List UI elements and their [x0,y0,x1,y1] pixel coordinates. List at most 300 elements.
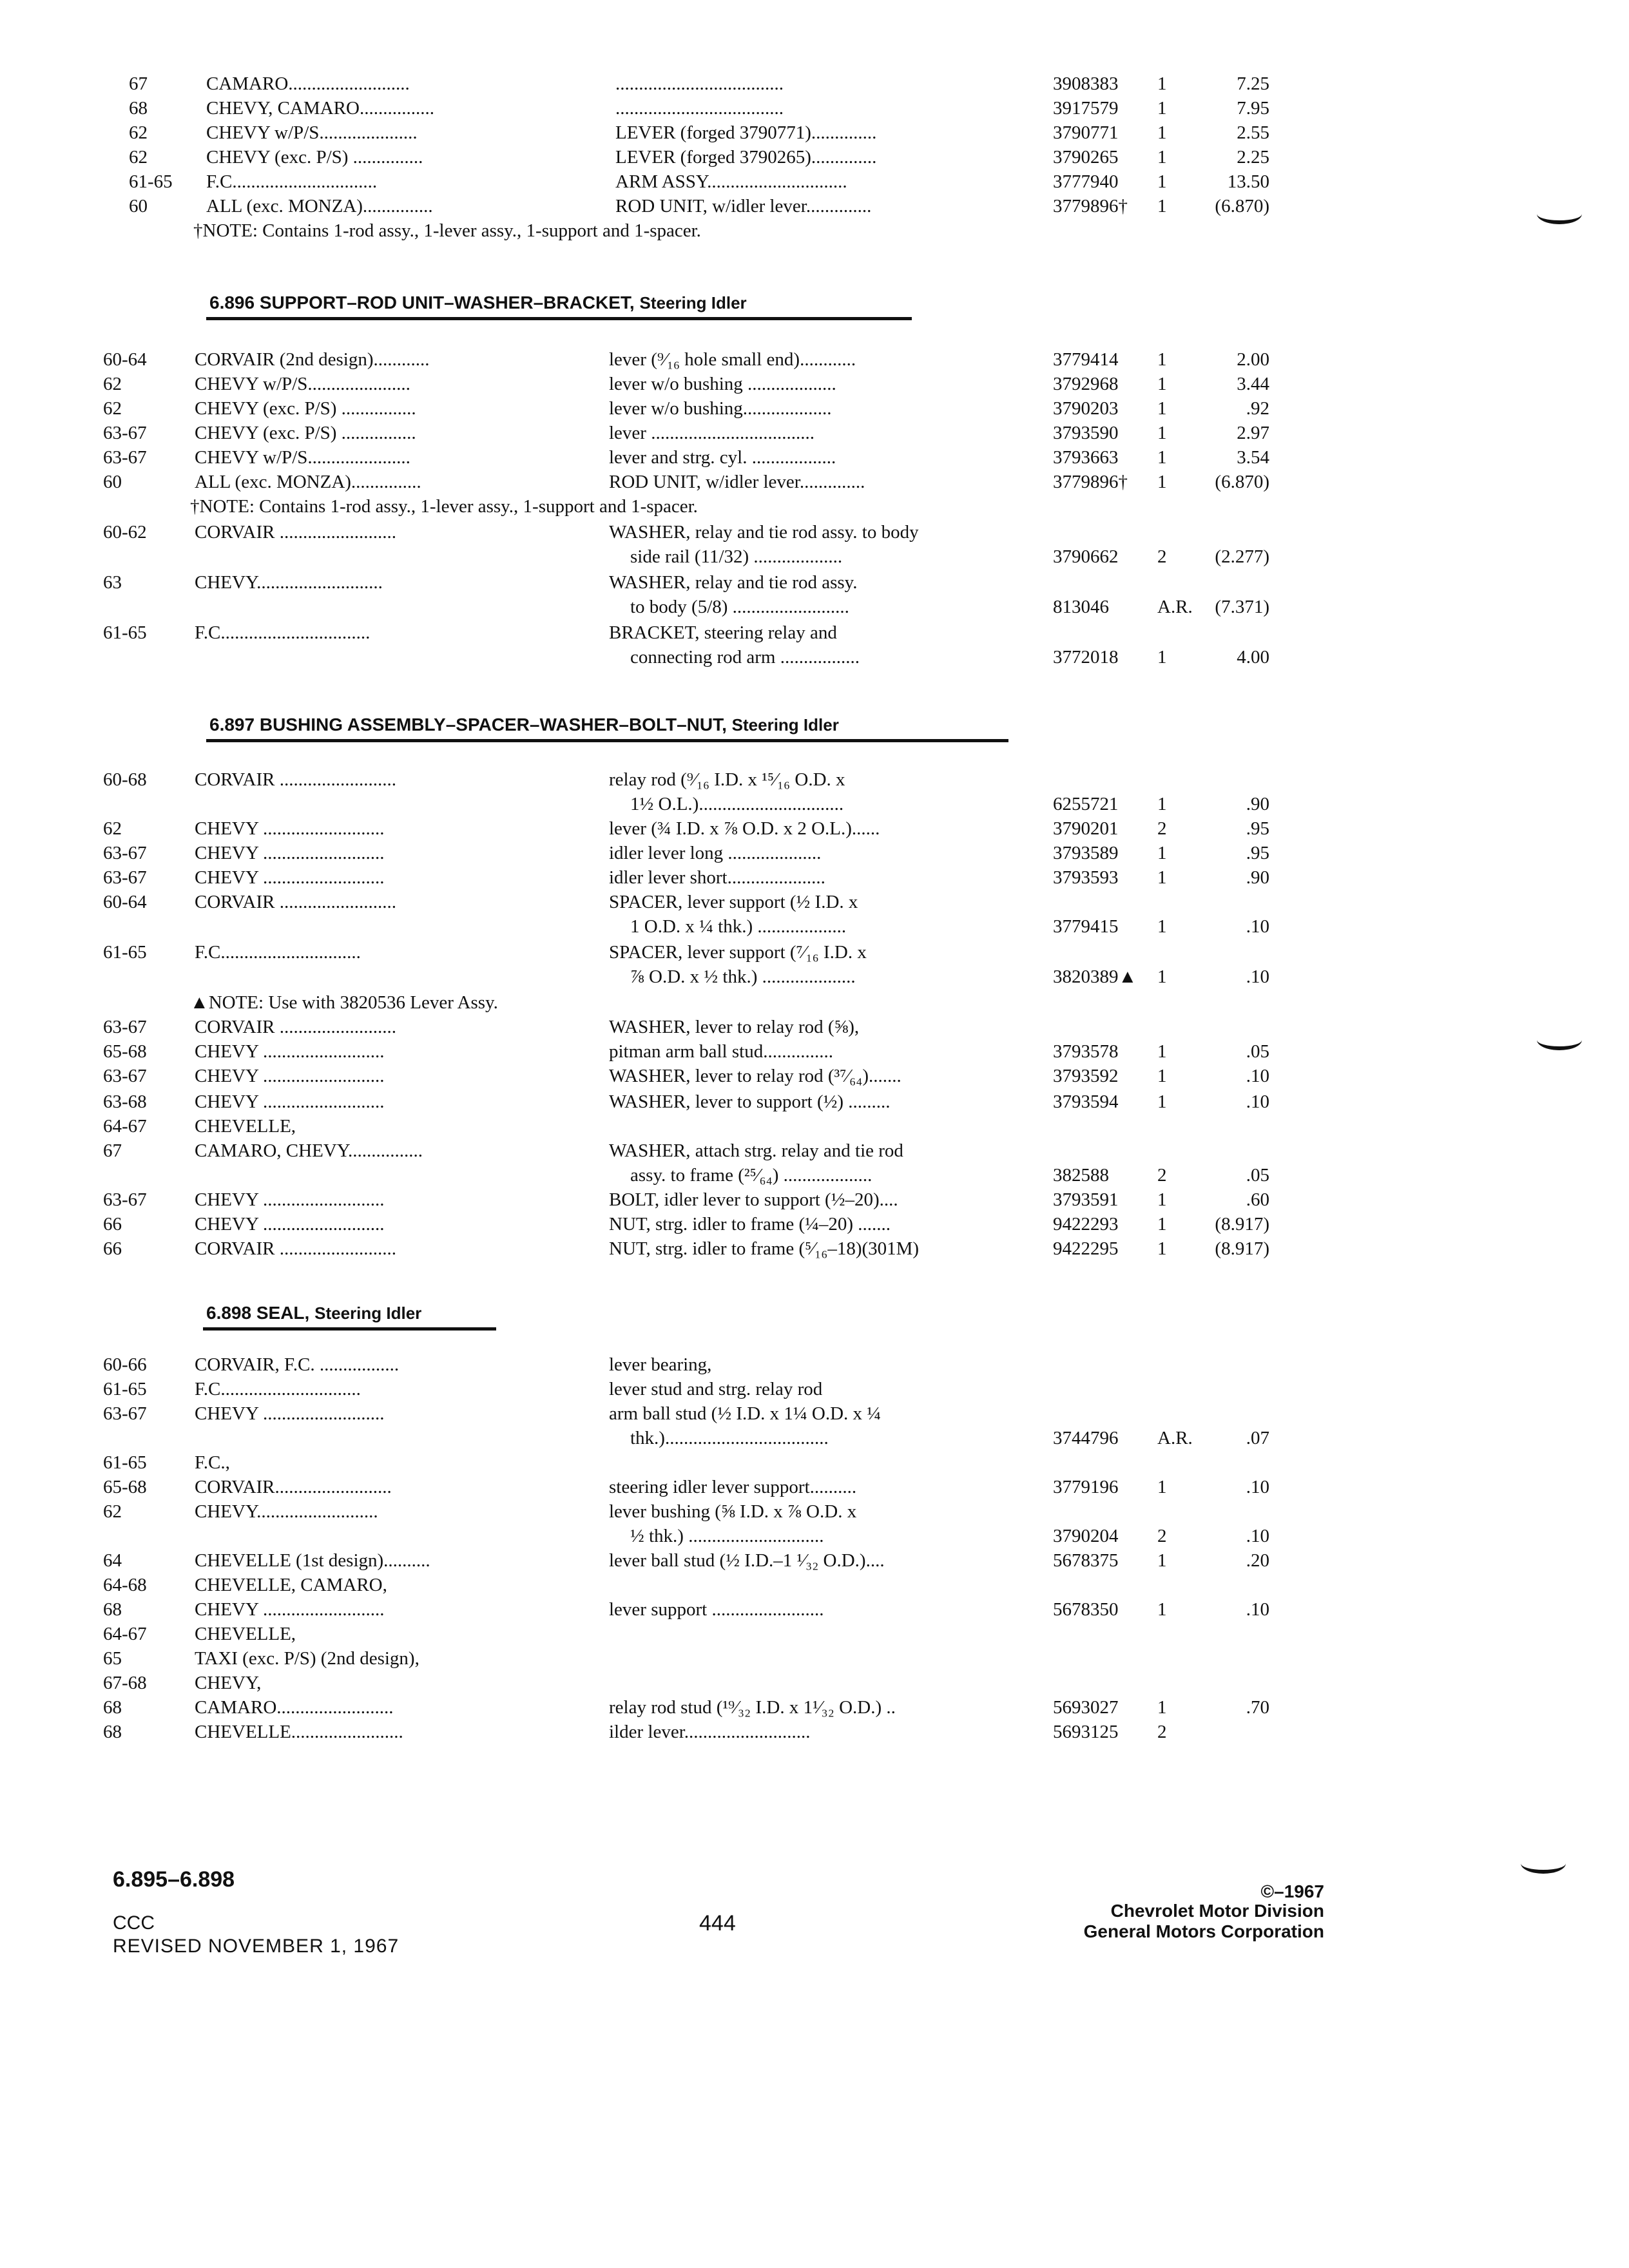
part-description: steering idler lever support.......... [609,1477,857,1497]
vehicle-model: CHEVY........................... [195,572,383,593]
quantity: A.R. [1157,597,1193,617]
part-description: to body (5/8) ......................... [630,597,849,617]
vehicle-model: CORVAIR......................... [195,1477,392,1497]
part-description: relay rod (⁹⁄₁₆ I.D. x ¹⁵⁄₁₆ O.D. x [609,769,845,790]
quantity: 1 [1157,98,1167,119]
part-description: WASHER, relay and tie rod assy. to body [609,522,919,543]
table-row [0,644,1629,670]
part-description: lever ................................... [609,423,815,443]
price: 13.50 [1227,171,1269,192]
price: .10 [1246,916,1269,937]
model-year: 64-67 [103,1116,147,1137]
part-description: arm ball stud (½ I.D. x 1¼ O.D. x ¼ [609,1403,882,1424]
footer-copyright: ©–1967 [1260,1881,1324,1901]
price: (2.277) [1215,546,1269,567]
price: .60 [1246,1189,1269,1210]
part-description: BOLT, idler lever to support (½–20).... [609,1189,898,1210]
table-row [0,1063,1629,1089]
price: 7.95 [1237,98,1269,119]
vehicle-model: CHEVY .......................... [195,1599,385,1620]
price: 2.25 [1237,147,1269,168]
quantity: 1 [1157,1697,1167,1718]
table-row [0,1572,1629,1598]
price: 3.54 [1237,447,1269,468]
price: (7.371) [1215,597,1269,617]
part-description: .................................... [615,98,784,119]
part-number: 3793589 [1053,843,1119,863]
quantity: 2 [1157,1165,1167,1186]
part-number: 3777940 [1053,171,1119,192]
part-number: 3917579 [1053,98,1119,119]
part-description: ROD UNIT, w/idler lever.............. [609,472,865,492]
table-row [0,1425,1629,1451]
price: .90 [1246,867,1269,888]
table-row [0,1352,1629,1378]
price: .05 [1246,1165,1269,1186]
part-number: 9422293 [1053,1214,1119,1235]
footer-range: 6.895–6.898 [113,1867,235,1892]
table-row [0,1621,1629,1647]
vehicle-model: CORVAIR ......................... [195,1017,396,1037]
model-year: 68 [129,98,148,119]
model-year: 66 [103,1238,122,1259]
vehicle-model: CORVAIR ......................... [195,522,396,543]
part-number: 3779896† [1053,196,1128,216]
section-subtitle: Steering Idler [314,1303,422,1323]
price: .90 [1246,794,1269,814]
quantity: 1 [1157,73,1167,94]
quantity: 1 [1157,647,1167,668]
price: (6.870) [1215,196,1269,216]
part-number: 3790204 [1053,1526,1119,1546]
table-row [0,1719,1629,1745]
model-year: 61-65 [103,622,147,643]
part-description: lever bearing, [609,1354,712,1375]
part-description: lever (⁹⁄₁₆ hole small end)............ [609,349,856,370]
part-description: ½ thk.) ............................. [630,1526,824,1546]
table-row [0,1670,1629,1696]
table-row [0,1039,1629,1064]
table-row [0,1499,1629,1524]
table-row [0,544,1629,570]
model-year: 60-64 [103,892,147,912]
section-title: BUSHING ASSEMBLY–SPACER–WASHER–BOLT–NUT, [259,715,727,735]
vehicle-model: ALL (exc. MONZA)............... [195,472,421,492]
part-description: SPACER, lever support (⁷⁄₁₆ I.D. x [609,942,867,963]
vehicle-model: CORVAIR ......................... [195,892,396,912]
table-row [0,95,1629,121]
table-row [0,519,1629,545]
part-number: 3779415 [1053,916,1119,937]
vehicle-model: CHEVY .......................... [195,1091,385,1112]
model-year: 60-62 [103,522,147,543]
table-row [0,347,1629,372]
part-description: lever w/o bushing ................... [609,374,836,394]
vehicle-model: CHEVELLE (1st design).......... [195,1550,430,1571]
part-description: lever stud and strg. relay rod [609,1379,823,1399]
price: (6.870) [1215,472,1269,492]
vehicle-model: CHEVY, CAMARO................ [206,98,434,119]
part-number: 3793663 [1053,447,1119,468]
part-description: relay rod stud (¹⁹⁄₃₂ I.D. x 1¹⁄₃₂ O.D.) .. [609,1697,896,1718]
table-row [0,1597,1629,1622]
quantity: 1 [1157,867,1167,888]
vehicle-model: F.C., [195,1452,230,1473]
section-heading-underline [203,1327,496,1331]
vehicle-model: F.C............................... [206,171,378,192]
footer-corporation: General Motors Corporation [1083,1921,1324,1941]
table-row [0,1211,1629,1237]
vehicle-model: CHEVY w/P/S...................... [195,374,410,394]
section-title: SEAL, [256,1303,310,1323]
table-row [0,1089,1629,1115]
part-description: NUT, strg. idler to frame (¼–20) ....... [609,1214,891,1235]
vehicle-model: F.C.............................. [195,1379,361,1399]
model-year: 61-65 [103,1379,147,1399]
part-description: WASHER, lever to relay rod (³⁷⁄₆₄)....... [609,1066,901,1086]
model-year: 64-68 [103,1575,147,1595]
quantity: 1 [1157,196,1167,216]
vehicle-model: CHEVY w/P/S...................... [195,447,410,468]
price: 2.00 [1237,349,1269,370]
quantity: 1 [1157,122,1167,143]
part-number: 3779196 [1053,1477,1119,1497]
part-description: lever w/o bushing................... [609,398,832,419]
part-number: 3790771 [1053,122,1119,143]
section-heading [209,712,839,738]
section-note: †NOTE: Contains 1-rod assy., 1-lever assy., 1-support and 1-spacer. [190,496,698,517]
table-row [0,939,1629,965]
vehicle-model: CAMARO, CHEVY................ [195,1140,423,1161]
table-row [0,816,1629,841]
section-number: 6.898 [206,1303,252,1323]
quantity: A.R. [1157,1428,1193,1448]
table-row [0,791,1629,817]
quantity: 1 [1157,374,1167,394]
part-description: connecting rod arm ................. [630,647,860,668]
table-row [0,767,1629,793]
price: 2.55 [1237,122,1269,143]
quantity: 2 [1157,1722,1167,1742]
part-description: ROD UNIT, w/idler lever.............. [615,196,872,216]
section-heading [209,290,747,316]
binder-hole-mark [1537,204,1582,224]
quantity: 2 [1157,818,1167,839]
part-number: 3772018 [1053,647,1119,668]
vehicle-model: CHEVY .......................... [195,1189,385,1210]
model-year: 62 [103,818,122,839]
binder-hole-mark [1537,1030,1582,1050]
model-year: 63 [103,572,122,593]
table-row [0,914,1629,939]
quantity: 1 [1157,349,1167,370]
vehicle-model: CORVAIR ......................... [195,1238,396,1259]
price: 2.97 [1237,423,1269,443]
part-description: LEVER (forged 3790265).............. [615,147,877,168]
vehicle-model: CHEVY (exc. P/S) ................ [195,423,416,443]
model-year: 66 [103,1214,122,1235]
vehicle-model: CHEVY .......................... [195,867,385,888]
part-description: ⅞ O.D. x ½ thk.) .................... [630,966,856,987]
model-year: 64-67 [103,1624,147,1644]
vehicle-model: CHEVY (exc. P/S) ................ [195,398,416,419]
model-year: 67-68 [103,1673,147,1693]
part-description: WASHER, lever to support (½) ......... [609,1091,891,1112]
quantity: 1 [1157,423,1167,443]
model-year: 68 [103,1599,122,1620]
part-number: 3790265 [1053,147,1119,168]
model-year: 62 [103,398,122,419]
quantity: 1 [1157,171,1167,192]
table-row [0,1523,1629,1549]
part-description: ARM ASSY.............................. [615,171,847,192]
part-description: side rail (11/32) ................... [630,546,843,567]
quantity: 1 [1157,1189,1167,1210]
part-number: 3744796 [1053,1428,1119,1448]
binder-hole-mark [1521,1853,1566,1874]
vehicle-model: CHEVELLE, [195,1116,296,1137]
part-number: 3793591 [1053,1189,1119,1210]
part-number: 3779414 [1053,349,1119,370]
model-year: 67 [103,1140,122,1161]
model-year: 64 [103,1550,122,1571]
vehicle-model: CHEVY w/P/S..................... [206,122,418,143]
section-note: ▲NOTE: Use with 3820536 Lever Assy. [190,992,498,1013]
quantity: 1 [1157,147,1167,168]
part-number: 3793594 [1053,1091,1119,1112]
table-row [0,420,1629,446]
quantity: 1 [1157,1091,1167,1112]
table-row [0,889,1629,915]
section-subtitle: Steering Idler [731,715,839,735]
table-row [0,1113,1629,1139]
vehicle-model: CHEVY .......................... [195,1066,385,1086]
part-number: 3793592 [1053,1066,1119,1086]
vehicle-model: CAMARO......................... [195,1697,394,1718]
quantity: 1 [1157,966,1167,987]
model-year: 63-67 [103,1066,147,1086]
model-year: 62 [103,1501,122,1522]
table-row [0,594,1629,620]
model-year: 68 [103,1722,122,1742]
part-description: NUT, strg. idler to frame (⁵⁄₁₆–18)(301M) [609,1238,920,1259]
quantity: 1 [1157,1599,1167,1620]
table-row [0,570,1629,595]
quantity: 1 [1157,447,1167,468]
model-year: 65 [103,1648,122,1669]
quantity: 1 [1157,794,1167,814]
vehicle-model: CHEVY, [195,1673,262,1693]
price: .10 [1246,1526,1269,1546]
part-number: 3792968 [1053,374,1119,394]
table-row [0,193,1629,219]
quantity: 1 [1157,1214,1167,1235]
model-year: 68 [103,1697,122,1718]
footer-division: Chevrolet Motor Division [1110,1901,1324,1921]
part-description: lever (¾ I.D. x ⅞ O.D. x 2 O.L.)...... [609,818,880,839]
table-row [0,1474,1629,1500]
table-row [0,1376,1629,1402]
price: .10 [1246,1599,1269,1620]
vehicle-model: CHEVY .......................... [195,1403,385,1424]
table-row [0,865,1629,890]
vehicle-model: CAMARO.......................... [206,73,410,94]
quantity: 1 [1157,916,1167,937]
part-number: 5693027 [1053,1697,1119,1718]
table-row [0,840,1629,866]
price: 7.25 [1237,73,1269,94]
model-year: 65-68 [103,1041,147,1062]
vehicle-model: CHEVY .......................... [195,818,385,839]
part-number: 3790662 [1053,546,1119,567]
part-number: 6255721 [1053,794,1119,814]
price: .05 [1246,1041,1269,1062]
model-year: 60 [103,472,122,492]
part-description: WASHER, relay and tie rod assy. [609,572,858,593]
table-row [0,1187,1629,1213]
price: .20 [1246,1550,1269,1571]
quantity: 2 [1157,546,1167,567]
table-row [0,144,1629,170]
table-row [0,1138,1629,1164]
part-description: WASHER, attach strg. relay and tie rod [609,1140,903,1161]
part-number: 5678375 [1053,1550,1119,1571]
model-year: 61-65 [103,1452,147,1473]
part-number: 813046 [1053,597,1109,617]
table-row [0,371,1629,397]
part-description: 1 O.D. x ¼ thk.) ................... [630,916,847,937]
part-description: SPACER, lever support (½ I.D. x [609,892,858,912]
vehicle-model: F.C................................ [195,622,371,643]
table-row [0,1646,1629,1671]
price: .95 [1246,843,1269,863]
table-row [0,1162,1629,1188]
part-description: thk.)................................... [630,1428,829,1448]
price: .10 [1246,966,1269,987]
quantity: 2 [1157,1526,1167,1546]
section-heading [206,1300,421,1326]
part-description: lever support ........................ [609,1599,824,1620]
part-description: idler lever short..................... [609,867,825,888]
model-year: 63-67 [103,843,147,863]
price: .10 [1246,1477,1269,1497]
model-year: 63-67 [103,447,147,468]
model-year: 63-68 [103,1091,147,1112]
table-row [0,120,1629,146]
model-year: 61-65 [103,942,147,963]
part-description: pitman arm ball stud............... [609,1041,833,1062]
page-number: 444 [699,1911,736,1936]
quantity: 1 [1157,1477,1167,1497]
model-year: 60-66 [103,1354,147,1375]
part-description: .................................... [615,73,784,94]
price: (8.917) [1215,1214,1269,1235]
vehicle-model: CORVAIR ......................... [195,769,396,790]
part-description: idler lever long .................... [609,843,822,863]
vehicle-model: CHEVELLE........................ [195,1722,403,1742]
model-year: 61-65 [129,171,173,192]
vehicle-model: CHEVELLE, [195,1624,296,1644]
vehicle-model: CHEVY (exc. P/S) ............... [206,147,423,168]
part-number: 3820389▲ [1053,966,1137,987]
price: .10 [1246,1091,1269,1112]
part-number: 3790203 [1053,398,1119,419]
vehicle-model: TAXI (exc. P/S) (2nd design), [195,1648,419,1669]
price: .95 [1246,818,1269,839]
section-number: 6.896 [209,293,255,312]
quantity: 1 [1157,1550,1167,1571]
model-year: 63-67 [103,1403,147,1424]
part-number: 3790201 [1053,818,1119,839]
table-row [0,1236,1629,1262]
table-row [0,396,1629,421]
part-number: 3908383 [1053,73,1119,94]
footer-code: CCC [113,1912,155,1934]
part-number: 9422295 [1053,1238,1119,1259]
section-heading-underline [206,739,1008,742]
model-year: 65-68 [103,1477,147,1497]
price: (8.917) [1215,1238,1269,1259]
table-row [0,1450,1629,1475]
price: .10 [1246,1066,1269,1086]
part-number: 5678350 [1053,1599,1119,1620]
quantity: 1 [1157,843,1167,863]
vehicle-model: ALL (exc. MONZA)............... [206,196,433,216]
quantity: 1 [1157,398,1167,419]
table-row [0,1014,1629,1040]
part-number: 5693125 [1053,1722,1119,1742]
price: 4.00 [1237,647,1269,668]
table-row [0,1695,1629,1720]
vehicle-model: CHEVY .......................... [195,843,385,863]
quantity: 1 [1157,1041,1167,1062]
vehicle-model: CHEVELLE, CAMARO, [195,1575,387,1595]
part-description: assy. to frame (²⁵⁄₆₄) ................... [630,1165,872,1186]
section-note: †NOTE: Contains 1-rod assy., 1-lever assy., 1-support and 1-spacer. [193,220,701,241]
model-year: 63-67 [103,1017,147,1037]
table-row [0,71,1629,97]
vehicle-model: CORVAIR (2nd design)............ [195,349,430,370]
model-year: 62 [129,122,148,143]
part-number: 382588 [1053,1165,1109,1186]
price: .07 [1246,1428,1269,1448]
section-subtitle: Steering Idler [639,293,747,312]
part-description: lever and strg. cyl. .................. [609,447,836,468]
vehicle-model: F.C.............................. [195,942,361,963]
section-number: 6.897 [209,715,255,735]
vehicle-model: CHEVY .......................... [195,1214,385,1235]
vehicle-model: CORVAIR, F.C. ................. [195,1354,400,1375]
table-row [0,445,1629,470]
table-row [0,1401,1629,1427]
part-number: 3793590 [1053,423,1119,443]
footer-revised: REVISED NOVEMBER 1, 1967 [113,1936,400,1957]
table-row [0,620,1629,646]
section-heading-underline [206,317,912,320]
part-description: 1½ O.L.)............................... [630,794,844,814]
model-year: 63-67 [103,867,147,888]
table-row [0,964,1629,990]
part-description: ilder lever........................... [609,1722,811,1742]
model-year: 60 [129,196,148,216]
quantity: 1 [1157,472,1167,492]
price: .92 [1246,398,1269,419]
part-description: lever ball stud (½ I.D.–1 ¹⁄₃₂ O.D.).... [609,1550,885,1571]
vehicle-model: CHEVY.......................... [195,1501,378,1522]
price: .70 [1246,1697,1269,1718]
model-year: 63-67 [103,1189,147,1210]
part-number: 3793578 [1053,1041,1119,1062]
